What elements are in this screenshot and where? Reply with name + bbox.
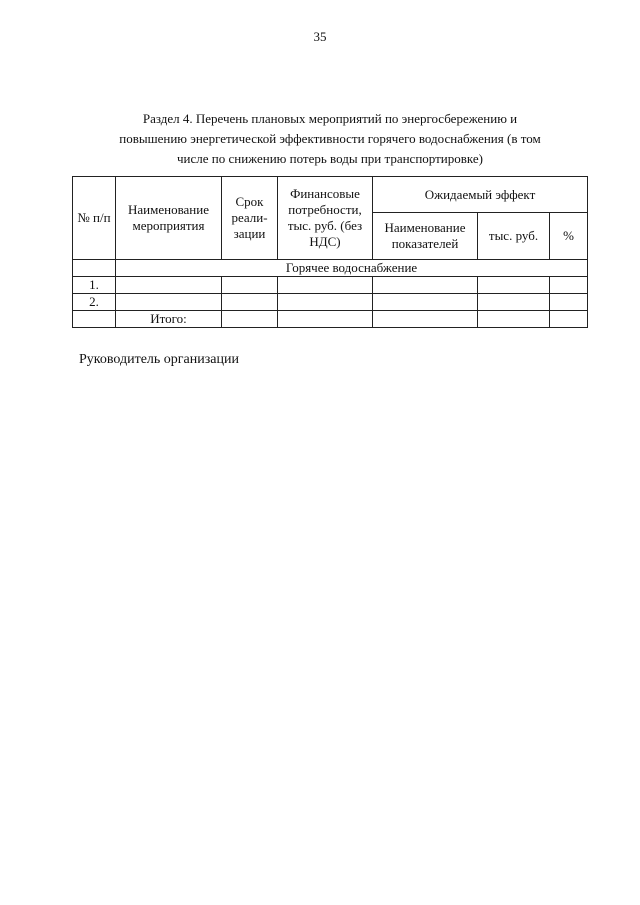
header-term: Срок реали-зации	[222, 177, 278, 260]
table-cell	[373, 311, 478, 328]
page-number: 35	[313, 29, 327, 44]
measures-table	[72, 176, 588, 328]
group-row	[73, 260, 588, 277]
header-effect: Ожидаемый эффект	[373, 177, 588, 213]
total-row	[73, 311, 588, 328]
header-indicator: Наименование показателей	[373, 213, 478, 260]
table-cell	[478, 294, 550, 311]
row-number: 1.	[73, 277, 116, 294]
table-cell	[550, 311, 588, 328]
section-title	[95, 109, 565, 169]
table-cell	[278, 294, 373, 311]
table-cell	[478, 277, 550, 294]
title-line-2: повышению энергетической эффективности горячего водоснабжения (в том	[119, 131, 541, 146]
table-cell	[278, 311, 373, 328]
header-finance: Финансовые потребности, тыс. руб. (без НДС)	[278, 177, 373, 260]
header-thousand-rub: тыс. руб.	[478, 213, 550, 260]
total-label: Итого:	[116, 311, 222, 328]
table-cell	[222, 277, 278, 294]
table-cell	[478, 311, 550, 328]
signature-label: Руководитель организации	[79, 352, 239, 367]
table-cell	[550, 294, 588, 311]
table-cell	[116, 294, 222, 311]
table-cell	[373, 294, 478, 311]
header-num: № п/п	[73, 177, 116, 260]
row-number: 2.	[73, 294, 116, 311]
table-cell	[278, 277, 373, 294]
table-cell	[73, 311, 116, 328]
title-line-1: Раздел 4. Перечень плановых мероприятий по энергосбережению и	[142, 111, 518, 126]
table-cell	[373, 277, 478, 294]
group-label: Горячее водоснабжение	[116, 260, 588, 277]
table-cell	[222, 311, 278, 328]
header-percent: %	[550, 213, 588, 260]
table-row	[73, 277, 588, 294]
header-name: Наименование мероприятия	[116, 177, 222, 260]
table-row	[73, 294, 588, 311]
table-cell	[550, 277, 588, 294]
table-cell	[116, 277, 222, 294]
table-cell	[222, 294, 278, 311]
title-line-3: числе по снижению потерь воды при транспортировке)	[177, 151, 483, 166]
table-cell	[73, 260, 116, 277]
